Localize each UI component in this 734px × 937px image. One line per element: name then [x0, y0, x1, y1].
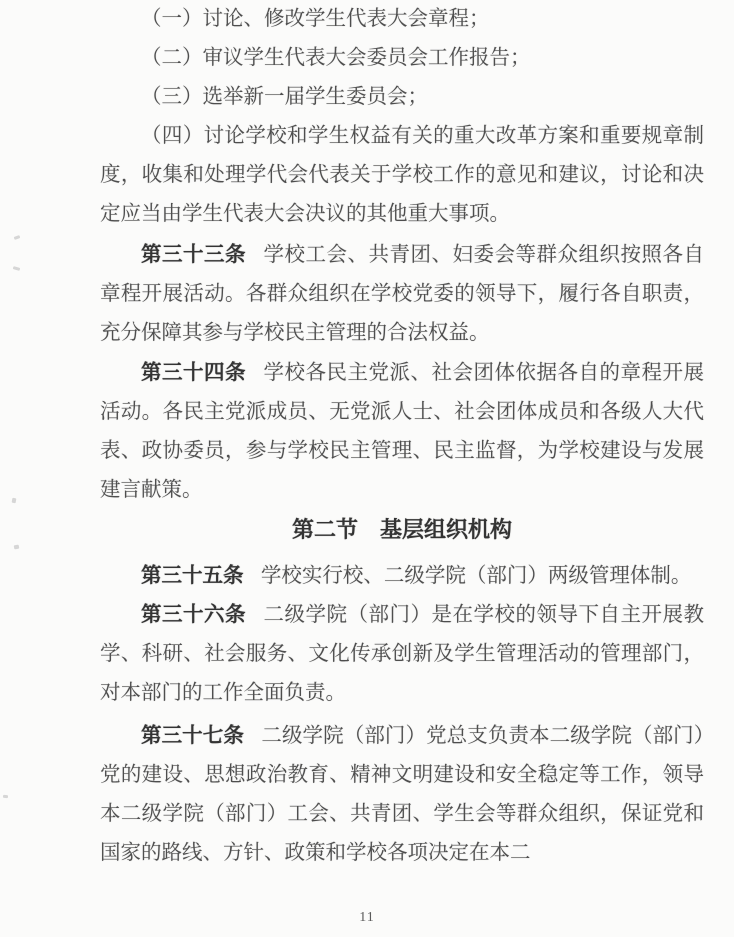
- article-37-body: 二级学院（部门）党总支负责本二级学院（部门）党的建设、思想政治教育、精神文明建设和安全稳定等工作，领导本二级学院（部门）工会、共青团、学生会等群众组织，保证党和国家的路线、方针、政策和学校各项决定在本二: [100, 725, 705, 864]
- scan-speck: [3, 795, 8, 798]
- scan-speck: [13, 266, 21, 271]
- article-34-number: 第三十四条: [141, 362, 247, 384]
- article-33-body: 学校工会、共青团、妇委会等群众组织按照各自章程开展活动。各群众组织在学校党委的领导下，履行各自职责，充分保障其参与学校民主管理的合法权益。: [100, 244, 704, 344]
- article-33-number: 第三十三条: [141, 244, 247, 266]
- article-34-paragraph: [100, 354, 704, 510]
- scan-speck: [12, 498, 17, 504]
- section-heading: 第二节 基层组织机构: [291, 517, 512, 542]
- article-33-paragraph: [100, 236, 704, 353]
- article-36-body: 二级学院（部门）是在学校的领导下自主开展教学、科研、社会服务、文化传承创新及学生管理活动的管理部门，对本部门的工作全面负责。: [100, 604, 704, 704]
- page-number: 11: [359, 910, 375, 925]
- scan-speck: [14, 545, 20, 550]
- scan-speck: [14, 235, 21, 240]
- clause-item-4: （四）讨论学校和学生权益有关的重大改革方案和重要规章制度，收集和处理学代会代表关于学校工作的意见和建议，讨论和决定应当由学生代表大会决议的其他重大事项。: [100, 125, 704, 225]
- article-35-paragraph: [100, 557, 704, 596]
- article-35-body: 学校实行校、二级学院（部门）两级管理体制。: [260, 565, 692, 587]
- article-34-body: 学校各民主党派、社会团体依据各自的章程开展活动。各民主党派成员、无党派人士、社会团体成员和各级人大代表、政协委员，参与学校民主管理、民主监督，为学校建设与发展建言献策。: [100, 362, 704, 501]
- article-37-paragraph: [100, 717, 704, 873]
- article-35-number: 第三十五条: [141, 565, 244, 587]
- article-37-number: 第三十七条: [141, 725, 244, 747]
- clause-item-2: （二）审议学生代表大会委员会工作报告；: [141, 47, 531, 69]
- article-36-paragraph: [100, 596, 704, 713]
- page-body-text: [100, 0, 704, 873]
- clause-item-3: （三）选举新一届学生委员会；: [141, 86, 428, 108]
- article-36-number: 第三十六条: [141, 604, 247, 626]
- clause-item-1: （一）讨论、修改学生代表大会章程；: [141, 8, 490, 30]
